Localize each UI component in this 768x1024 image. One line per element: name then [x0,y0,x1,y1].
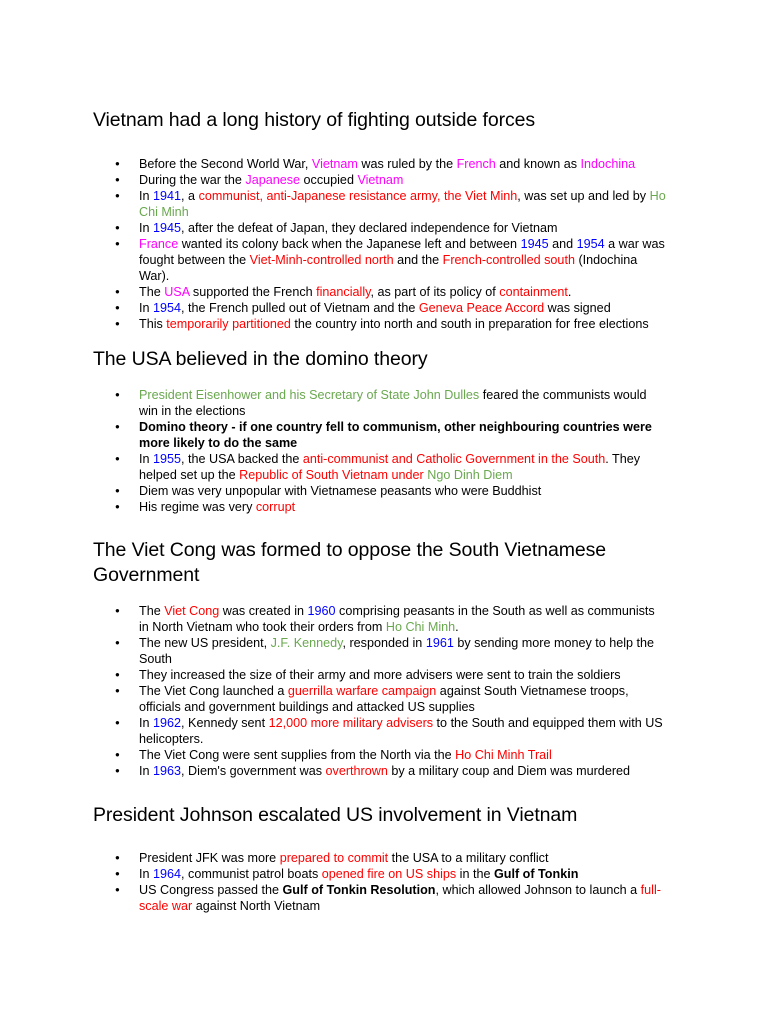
text-run: In [139,716,154,730]
highlight-text-run: 12,000 more military advisers [268,716,434,730]
text-run: the country into north and south in preparation for free elections [290,317,649,331]
text-run: in the [456,867,494,881]
text-run: President JFK was more [139,851,280,865]
highlight-text-run: Geneva Peace Accord [418,301,545,315]
text-run: The Viet Cong were sent supplies from the North via the [139,748,456,762]
text-run: wanted its colony back when the Japanese left and between [178,237,521,251]
text-run: . [567,285,572,299]
text-run: , after the defeat of Japan, they declared independence for Vietnam [181,221,558,235]
bullet-item [139,220,667,236]
bullet-list [0,156,667,332]
text-run: The Viet Cong launched a [139,684,288,698]
highlight-text-run: Viet Cong [164,604,220,618]
text-run: Diem was very unpopular with Vietnamese peasants who were Buddhist [139,484,542,498]
section-domino-theory [0,347,768,515]
text-run: They increased the size of their army and more advisers were sent to train the soldiers [139,668,621,682]
bullet-list [0,850,667,914]
bullet-item [139,763,667,779]
text-run: feared the communists would win in the elections [139,388,647,418]
text-run: . They helped set up the [139,452,641,482]
text-run: , was set up and led by [517,189,650,203]
text-run: , which allowed Johnson to launch a [435,883,641,897]
text-run: , responded in [342,636,426,650]
bold-text-run: Gulf of Tonkin Resolution [282,883,436,897]
section-heading: Vietnam had a long history of fighting outside forces [93,109,536,131]
highlight-text-run: temporarily partitioned [166,317,291,331]
highlight-text-run: 1961 [425,636,454,650]
bullet-item [139,747,667,763]
text-run: supported the French [189,285,317,299]
bullet-item [139,667,667,683]
highlight-text-run: overthrown [325,764,388,778]
highlight-text-run: anti-communist and Catholic Government in the South [302,452,606,466]
highlight-text-run: Vietnam [311,157,358,171]
highlight-text-run: Ho Chi Minh Trail [455,748,552,762]
text-run: In [139,221,154,235]
text-run: was ruled by the [357,157,457,171]
bullet-item [139,236,667,284]
text-run: The [139,604,165,618]
section-johnson [0,803,768,914]
highlight-text-run: 1960 [307,604,336,618]
highlight-text-run: 1945 [520,237,549,251]
highlight-text-run: Vietnam [357,173,404,187]
text-run: , Kennedy sent [181,716,269,730]
bullet-item [139,866,667,882]
text-run: was created in [219,604,308,618]
highlight-text-run: 1954 [576,237,605,251]
text-run: and known as [495,157,581,171]
section-heading: The Viet Cong was formed to oppose the South Vietnamese Government [93,539,607,586]
text-run: In [139,189,154,203]
text-run: US Congress passed the [139,883,283,897]
text-run: The [139,285,165,299]
highlight-text-run: J.F. Kennedy [270,636,343,650]
highlight-text-run: opened fire on US ships [321,867,457,881]
highlight-text-run: French-controlled south [442,253,575,267]
text-run: and [548,237,577,251]
highlight-text-run: French [456,157,496,171]
highlight-text-run: Ho Chi Minh [385,620,456,634]
text-run: This [139,317,167,331]
bold-text-run: Gulf of Tonkin [493,867,579,881]
bullet-item [139,172,667,188]
highlight-text-run: 1955 [153,452,182,466]
bullet-item [139,683,667,715]
bullet-item [139,156,667,172]
text-run: a war was fought between the [139,237,665,267]
text-run: In [139,867,154,881]
bullet-item [139,387,667,419]
text-run: (Indochina War). [139,253,638,283]
text-run: , the USA backed the [181,452,303,466]
text-run: In [139,452,154,466]
bullet-list [0,387,667,515]
bullet-item [139,284,667,300]
highlight-text-run: 1941 [153,189,182,203]
section-viet-cong [0,538,768,779]
highlight-text-run: guerrilla warfare campaign [287,684,437,698]
bullet-item [139,316,667,332]
bullet-item [139,603,667,635]
text-run: and the [393,253,443,267]
text-run: The new US president, [139,636,271,650]
text-run: Before the Second World War, [139,157,312,171]
highlight-text-run: 1945 [153,221,182,235]
section-heading: President Johnson escalated US involvement in Vietnam [93,804,578,826]
highlight-text-run: 1962 [153,716,182,730]
highlight-text-run: Viet-Minh-controlled north [249,253,394,267]
highlight-text-run: full-scale war [139,883,661,913]
bullet-item [139,451,667,483]
bullet-item [139,300,667,316]
text-run: to the South and equipped them with US helicopters. [139,716,663,746]
text-run: by a military coup and Diem was murdered [387,764,631,778]
bullet-item [139,882,667,914]
text-run: the USA to a military conflict [388,851,549,865]
text-run: In [139,764,154,778]
highlight-text-run: financially [316,285,371,299]
bullet-item [139,715,667,747]
highlight-text-run: USA [164,285,190,299]
text-run: occupied [300,173,358,187]
bullet-item [139,850,667,866]
highlight-text-run: Japanese [245,173,301,187]
highlight-text-run: Ho Chi Minh [139,189,666,219]
highlight-text-run: 1954 [153,301,182,315]
highlight-text-run: 1964 [153,867,182,881]
text-run: , a [181,189,199,203]
section-long-history [0,108,768,332]
text-run: , Diem's government was [181,764,326,778]
text-run: against North Vietnam [192,899,321,913]
text-run: His regime was very [139,500,256,514]
highlight-text-run: Indochina [580,157,636,171]
highlight-text-run: President Eisenhower and his Secretary of State John Dulles [139,388,480,402]
bullet-item [139,188,667,220]
text-run: comprising peasants in the South as well as communists in North Vietnam who took their orders from [139,604,655,634]
bullet-list [0,603,667,779]
highlight-text-run: France [139,237,179,251]
text-run: against South Vietnamese troops, officials and government buildings and attacked US supplies [139,684,629,714]
bullet-item [139,419,667,451]
section-heading: The USA believed in the domino theory [93,348,428,370]
text-run: , as part of its policy of [370,285,500,299]
text-run: During the war the [139,173,246,187]
bullet-item [139,499,667,515]
text-run: , the French pulled out of Vietnam and the [181,301,419,315]
highlight-text-run: prepared to commit [279,851,389,865]
bullet-item [139,483,667,499]
text-run: . [455,620,459,634]
text-run: , communist patrol boats [181,867,322,881]
highlight-text-run: Republic of South Vietnam under [239,468,428,482]
text-run: by sending more money to help the South [139,636,655,666]
highlight-text-run: Ngo Dinh Diem [427,468,513,482]
highlight-text-run: 1963 [153,764,182,778]
text-run: was signed [544,301,611,315]
bold-text-run: Domino theory - if one country fell to communism, other neighbouring countries were more likely to do the same [139,420,652,450]
highlight-text-run: communist, anti-Japanese resistance army, the Viet Minh [198,189,518,203]
bullet-item [139,635,667,667]
text-run: In [139,301,154,315]
highlight-text-run: corrupt [255,500,296,514]
highlight-text-run: containment [499,285,568,299]
